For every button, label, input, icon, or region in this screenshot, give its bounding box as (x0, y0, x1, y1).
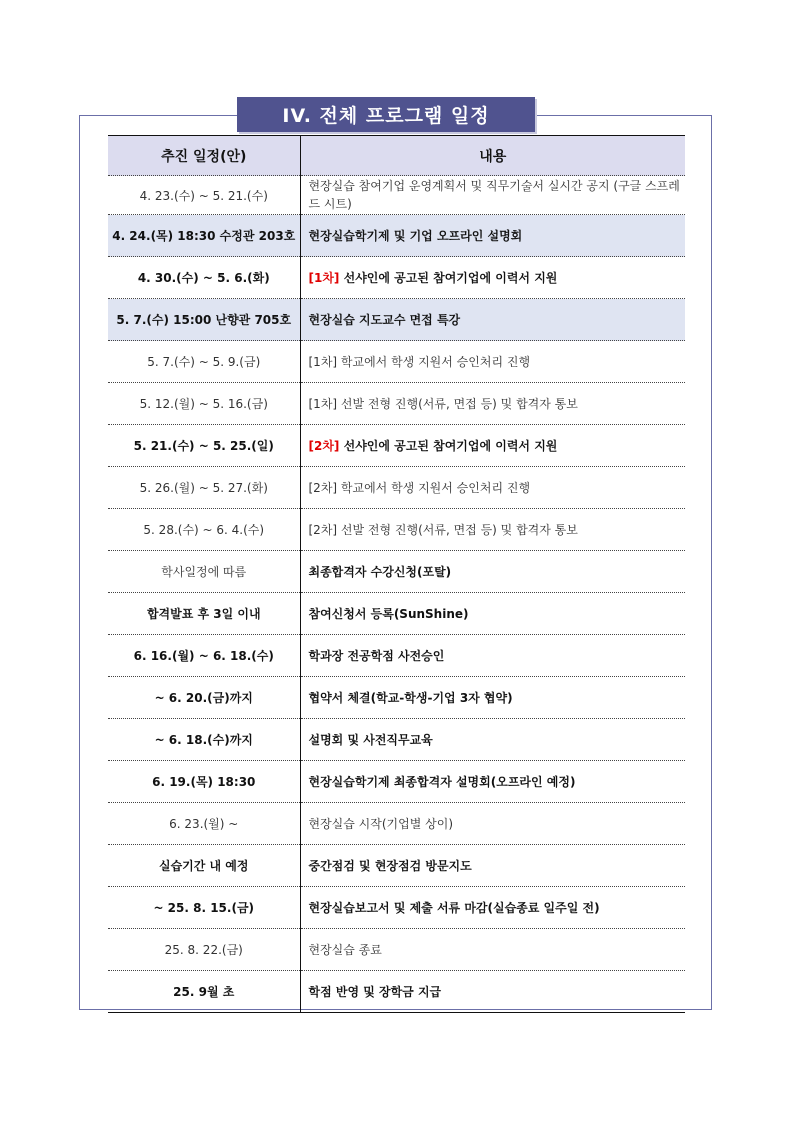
schedule-date: 25. 9월 초 (108, 971, 300, 1013)
schedule-row (108, 176, 685, 215)
schedule-row (108, 929, 685, 971)
schedule-content (300, 257, 685, 299)
schedule-date: 5. 26.(월) ~ 5. 27.(화) (108, 467, 300, 509)
round-tag: [1차] (308, 270, 340, 285)
schedule-date: ~ 6. 20.(금)까지 (108, 677, 300, 719)
content-text: 현장실습 지도교수 면접 특강 (308, 312, 461, 327)
schedule-date: 합격발표 후 3일 이내 (108, 593, 300, 635)
schedule-content (300, 845, 685, 887)
schedule-row (108, 509, 685, 551)
schedule-row (108, 593, 685, 635)
schedule-content (300, 677, 685, 719)
schedule-date: 5. 28.(수) ~ 6. 4.(수) (108, 509, 300, 551)
content-text: 선샤인에 공고된 참여기업에 이력서 지원 (343, 438, 558, 453)
schedule-row (108, 215, 685, 257)
schedule-date: 6. 16.(월) ~ 6. 18.(수) (108, 635, 300, 677)
schedule-date: ~ 6. 18.(수)까지 (108, 719, 300, 761)
content-text: 학점 반영 및 장학금 지급 (308, 984, 442, 999)
schedule-content (300, 215, 685, 257)
round-tag: [2차] (308, 438, 340, 453)
content-text: [1차] 선발 전형 진행(서류, 면접 등) 및 합격자 통보 (308, 396, 578, 411)
schedule-row (108, 467, 685, 509)
schedule-row (108, 635, 685, 677)
content-text: 현장실습학기제 및 기업 오프라인 설명회 (308, 228, 523, 243)
schedule-date: 5. 7.(수) 15:00 난향관 705호 (108, 299, 300, 341)
schedule-row (108, 299, 685, 341)
schedule-row (108, 845, 685, 887)
schedule-content (300, 509, 685, 551)
schedule-row (108, 719, 685, 761)
section-title: IV. 전체 프로그램 일정 (237, 97, 535, 132)
content-text: 현장실습 종료 (308, 942, 382, 957)
schedule-content (300, 341, 685, 383)
schedule-content (300, 761, 685, 803)
schedule-table (108, 135, 685, 1013)
schedule-content (300, 887, 685, 929)
schedule-row (108, 887, 685, 929)
content-text: 중간점검 및 현장점검 방문지도 (308, 858, 472, 873)
schedule-content (300, 803, 685, 845)
content-text: 설명회 및 사전직무교육 (308, 732, 433, 747)
content-text: [2차] 학교에서 학생 지원서 승인처리 진행 (308, 480, 531, 495)
schedule-date: 6. 23.(월) ~ (108, 803, 300, 845)
schedule-date: 학사일정에 따름 (108, 551, 300, 593)
schedule-date: 실습기간 내 예정 (108, 845, 300, 887)
content-text: 현장실습학기제 최종합격자 설명회(오프라인 예정) (308, 774, 576, 789)
schedule-content (300, 635, 685, 677)
schedule-row (108, 425, 685, 467)
content-text: [1차] 학교에서 학생 지원서 승인처리 진행 (308, 354, 531, 369)
schedule-row (108, 551, 685, 593)
schedule-content (300, 425, 685, 467)
schedule-row (108, 677, 685, 719)
schedule-content (300, 299, 685, 341)
content-text: 현장실습 시작(기업별 상이) (308, 816, 454, 831)
schedule-date: 6. 19.(목) 18:30 (108, 761, 300, 803)
schedule-date: 4. 24.(목) 18:30 수정관 203호 (108, 215, 300, 257)
schedule-rows (108, 176, 685, 1013)
table-header-row (108, 136, 685, 176)
schedule-content (300, 551, 685, 593)
schedule-date: 4. 23.(수) ~ 5. 21.(수) (108, 176, 300, 215)
schedule-content (300, 929, 685, 971)
schedule-content (300, 383, 685, 425)
header-content: 내용 (300, 136, 685, 176)
content-text: [2차] 선발 전형 진행(서류, 면접 등) 및 합격자 통보 (308, 522, 578, 537)
schedule-row (108, 257, 685, 299)
schedule-content (300, 719, 685, 761)
content-text: 현장실습보고서 및 제출 서류 마감(실습종료 일주일 전) (308, 900, 600, 915)
schedule-content (300, 467, 685, 509)
schedule-date: 25. 8. 22.(금) (108, 929, 300, 971)
schedule-row (108, 803, 685, 845)
schedule-content (300, 593, 685, 635)
content-text: 현장실습 참여기업 운영계획서 및 직무기술서 실시간 공지 (구글 스프레드 시트) (308, 179, 680, 211)
schedule-row (108, 383, 685, 425)
content-text: 최종합격자 수강신청(포탈) (308, 564, 452, 579)
schedule-row (108, 341, 685, 383)
schedule-date: 4. 30.(수) ~ 5. 6.(화) (108, 257, 300, 299)
content-text: 참여신청서 등록(SunShine) (308, 606, 469, 621)
schedule-content (300, 971, 685, 1013)
schedule-row (108, 761, 685, 803)
schedule-date: 5. 12.(월) ~ 5. 16.(금) (108, 383, 300, 425)
schedule-row (108, 971, 685, 1013)
schedule-content (300, 176, 685, 215)
schedule-date: 5. 7.(수) ~ 5. 9.(금) (108, 341, 300, 383)
header-date: 추진 일정(안) (108, 136, 300, 176)
content-text: 협약서 체결(학교-학생-기업 3자 협약) (308, 690, 513, 705)
schedule-date: ~ 25. 8. 15.(금) (108, 887, 300, 929)
content-text: 학과장 전공학점 사전승인 (308, 648, 445, 663)
schedule-date: 5. 21.(수) ~ 5. 25.(일) (108, 425, 300, 467)
content-text: 선샤인에 공고된 참여기업에 이력서 지원 (343, 270, 558, 285)
